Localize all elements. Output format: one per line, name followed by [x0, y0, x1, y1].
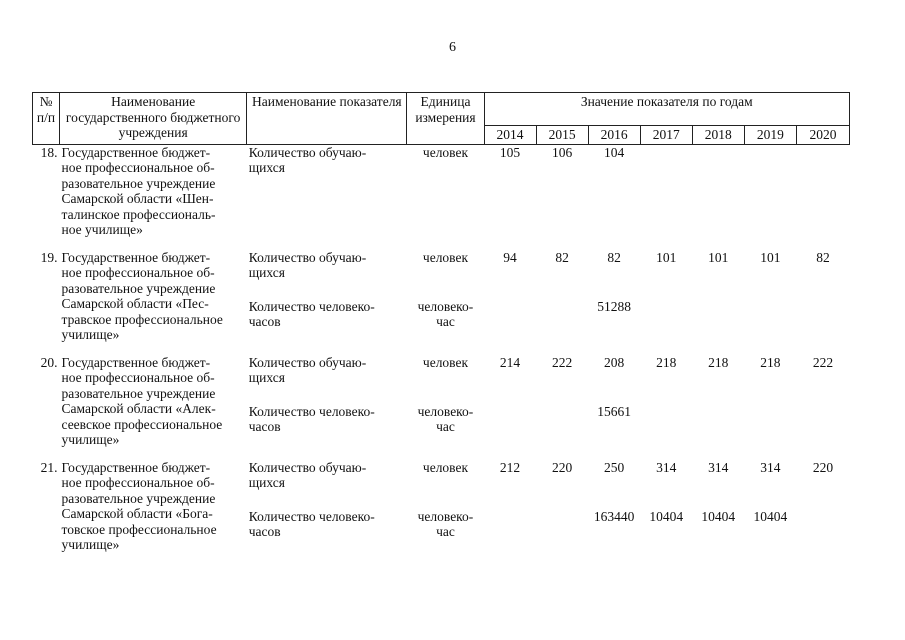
- indicator-name: [247, 144, 407, 238]
- institution-name: [60, 144, 247, 238]
- indicator-name-line: Количество обучаю-: [248, 144, 367, 160]
- value-cell: 208: [604, 354, 625, 370]
- value-cell: [536, 509, 588, 553]
- institution-name-line: училище»: [61, 432, 120, 447]
- indicator-name-line: часов: [248, 314, 281, 330]
- value-cell: 82: [555, 249, 569, 265]
- institution-name-line: училище»: [61, 327, 120, 342]
- institution-name-line: ное профессиональное об-: [61, 370, 215, 385]
- value-cell: [796, 404, 849, 448]
- indicator-name: [247, 404, 407, 448]
- value-cell: [640, 144, 692, 238]
- value-cell: 101: [656, 249, 677, 265]
- institution-name-line: ное училище»: [61, 222, 143, 237]
- table-row: [33, 355, 850, 404]
- indicator-name-line: щихся: [248, 265, 285, 280]
- value-cell: [536, 299, 588, 343]
- table-row: [33, 250, 850, 299]
- value-cell: 214: [499, 354, 521, 370]
- value-cell: 104: [604, 144, 625, 160]
- institution-name-line: Самарской области «Бога-: [61, 506, 213, 521]
- value-cell: 163440: [593, 508, 635, 524]
- value-cell: [692, 404, 744, 448]
- institution-name-line: училище»: [61, 537, 120, 552]
- value-cell: 250: [604, 459, 625, 475]
- unit-line: человек: [422, 354, 469, 370]
- header-institution: Наименование государственного бюджетного учреждения: [60, 93, 247, 145]
- unit: [407, 144, 484, 238]
- indicator-name: [247, 460, 407, 509]
- header-values-by-year: Значение показателя по годам: [484, 93, 849, 126]
- value-cell: [692, 299, 744, 343]
- value-cell: 101: [708, 249, 729, 265]
- value-cell: 314: [656, 459, 677, 475]
- indicator-name-line: Количество человеко-: [248, 508, 375, 524]
- header-year: 2019: [744, 126, 796, 145]
- value-cell: [484, 299, 536, 343]
- institution-name-line: ное профессиональное об-: [61, 475, 215, 490]
- row-gap: [33, 343, 850, 355]
- value-cell: 51288: [597, 298, 632, 314]
- header-indicator: Наименование показателя: [247, 93, 407, 145]
- row-number: 20.: [40, 354, 58, 370]
- institution-name-line: Государственное бюджет-: [61, 459, 211, 475]
- unit-line: час: [436, 524, 455, 540]
- value-cell: [640, 404, 692, 448]
- page-number: 6: [449, 40, 456, 55]
- institution-name-line: сеевское профессиональное: [61, 416, 223, 432]
- value-cell: [484, 404, 536, 448]
- value-cell: 15661: [597, 403, 632, 419]
- institution-name-line: травское профессиональное: [61, 311, 223, 327]
- unit: [407, 299, 484, 343]
- unit-line: человеко-: [417, 298, 474, 314]
- unit-line: человек: [422, 249, 469, 265]
- value-cell: [744, 299, 796, 343]
- table-body: [33, 144, 850, 553]
- row-number: 19.: [40, 249, 58, 265]
- unit: [407, 509, 484, 553]
- unit-line: час: [436, 314, 455, 330]
- indicator-name-line: щихся: [248, 475, 285, 490]
- value-cell: 82: [607, 249, 621, 265]
- institution-name-line: ное профессиональное об-: [61, 265, 215, 280]
- value-cell: 222: [551, 354, 573, 370]
- indicator-name: [247, 299, 407, 343]
- institution-name-line: талинское профессиональ-: [61, 206, 216, 222]
- unit-line: человек: [422, 459, 469, 475]
- table-row: [33, 460, 850, 509]
- unit-line: час: [436, 419, 455, 435]
- institution-name: [60, 355, 247, 448]
- unit: [407, 404, 484, 448]
- header-year: 2016: [588, 126, 640, 145]
- unit: [407, 460, 484, 509]
- header-year: 2018: [692, 126, 744, 145]
- value-cell: 10404: [701, 508, 736, 524]
- indicator-name-line: Количество человеко-: [248, 403, 375, 419]
- value-cell: [536, 404, 588, 448]
- institution-name: [60, 250, 247, 343]
- institution-name-line: Самарской области «Шен-: [61, 191, 214, 206]
- value-cell: 314: [760, 459, 781, 475]
- indicator-name-line: Количество обучаю-: [248, 249, 367, 265]
- value-cell: [692, 144, 744, 238]
- header-year: 2014: [484, 126, 536, 145]
- indicator-name-line: Количество человеко-: [248, 298, 375, 314]
- value-cell: 82: [816, 249, 830, 265]
- institution-name-line: разовательное учреждение: [61, 280, 216, 296]
- value-cell: 220: [551, 459, 573, 475]
- row-gap-cell: [33, 238, 850, 250]
- value-cell: 106: [551, 144, 573, 160]
- value-cell: 94: [503, 249, 517, 265]
- value-cell: 314: [708, 459, 729, 475]
- row-number: 18.: [40, 144, 58, 160]
- unit: [407, 355, 484, 404]
- table-row: [33, 144, 850, 238]
- value-cell: 218: [708, 354, 729, 370]
- value-cell: 105: [499, 144, 521, 160]
- indicator-name-line: Количество обучаю-: [248, 354, 367, 370]
- indicator-name-line: щихся: [248, 160, 285, 175]
- unit: [407, 250, 484, 299]
- indicator-name-line: щихся: [248, 370, 285, 385]
- value-cell: [796, 509, 849, 553]
- value-cell: [744, 404, 796, 448]
- value-cell: 10404: [753, 508, 788, 524]
- value-cell: [796, 144, 849, 238]
- unit-line: человеко-: [417, 508, 474, 524]
- row-gap-cell: [33, 343, 850, 355]
- unit-line: человек: [422, 144, 469, 160]
- institution-name-line: Самарской области «Алек-: [61, 401, 216, 416]
- institution-name-line: разовательное учреждение: [61, 175, 216, 191]
- row-number: 21.: [40, 459, 58, 475]
- value-cell: 212: [499, 459, 521, 475]
- indicator-name-line: часов: [248, 419, 281, 435]
- value-cell: [484, 509, 536, 553]
- institution-name-line: Самарской области «Пес-: [61, 296, 209, 311]
- institution-name-line: Государственное бюджет-: [61, 249, 211, 265]
- institution-name-line: Государственное бюджет-: [61, 354, 211, 370]
- institution-name-line: разовательное учреждение: [61, 385, 216, 401]
- value-cell: [796, 299, 849, 343]
- institution-name-line: ное профессиональное об-: [61, 160, 215, 175]
- header-year: 2020: [796, 126, 849, 145]
- institution-name-line: товское профессиональное: [61, 521, 217, 537]
- indicator-name: [247, 250, 407, 299]
- value-cell: 218: [656, 354, 677, 370]
- indicator-name: [247, 355, 407, 404]
- value-cell: 218: [760, 354, 781, 370]
- row-gap: [33, 448, 850, 460]
- institution-name-line: разовательное учреждение: [61, 490, 216, 506]
- header-year: 2017: [640, 126, 692, 145]
- indicator-name-line: Количество обучаю-: [248, 459, 367, 475]
- header-num: № п/п: [33, 93, 60, 145]
- row-gap: [33, 238, 850, 250]
- indicators-table: [32, 92, 850, 553]
- value-cell: 222: [812, 354, 834, 370]
- header-unit: Единица измерения: [407, 93, 484, 145]
- value-cell: [640, 299, 692, 343]
- value-cell: [744, 144, 796, 238]
- value-cell: 101: [760, 249, 781, 265]
- value-cell: 10404: [649, 508, 684, 524]
- table-header: [33, 93, 850, 145]
- indicator-name-line: часов: [248, 524, 281, 540]
- header-year: 2015: [536, 126, 588, 145]
- institution-name-line: Государственное бюджет-: [61, 144, 211, 160]
- value-cell: 220: [812, 459, 834, 475]
- indicator-name: [247, 509, 407, 553]
- unit-line: человеко-: [417, 403, 474, 419]
- institution-name: [60, 460, 247, 553]
- row-gap-cell: [33, 448, 850, 460]
